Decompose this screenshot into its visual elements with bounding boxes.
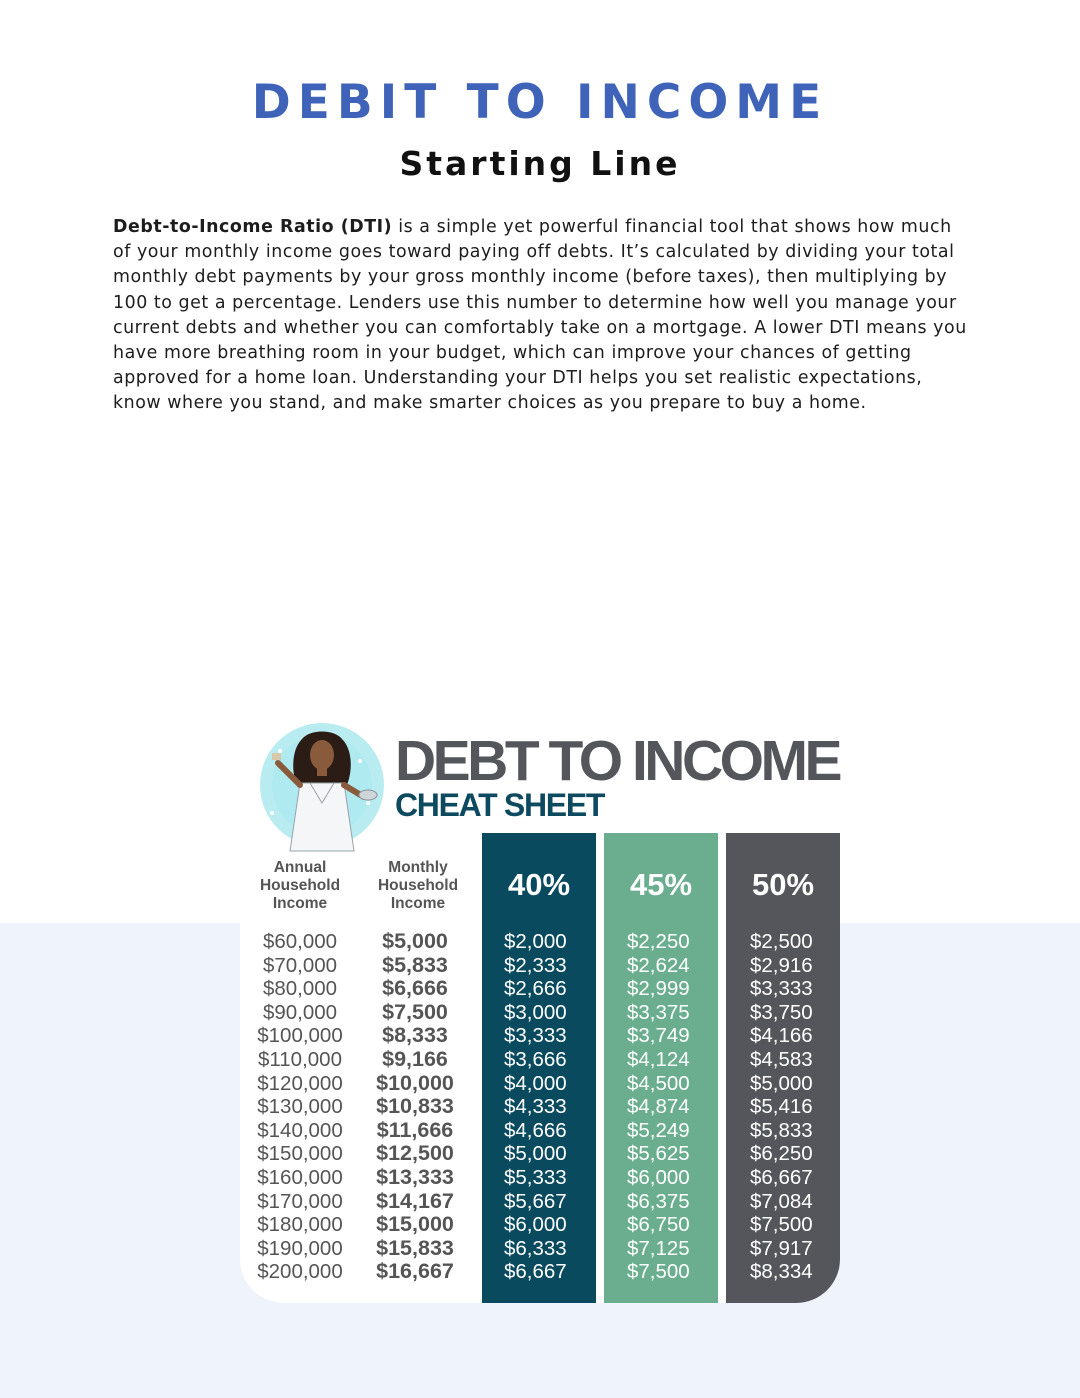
annual-income-cell: $150,000 [257,1142,343,1166]
dti-45-cell: $2,999 [627,977,690,1001]
dti-50-cell: $5,416 [750,1095,813,1119]
table-row [240,1237,840,1261]
monthly-income-cell: $11,666 [376,1117,454,1142]
dti-45-cell: $4,124 [627,1047,690,1071]
header-monthly-income: Monthly Household Income [377,859,459,912]
annual-income-cell: $80,000 [262,977,338,1001]
intro-lead: Debt-to-Income Ratio (DTI) [113,217,393,237]
monthly-income-cell: $13,333 [376,1164,454,1189]
monthly-income-cell: $14,167 [376,1188,454,1213]
table-row [240,954,840,978]
dti-40-cell: $2,000 [504,930,567,953]
table-row [240,1119,840,1143]
monthly-income-cell: $15,000 [376,1212,454,1237]
monthly-income-cell: $12,500 [376,1141,454,1166]
dti-45-cell: $2,624 [627,953,690,977]
dti-50-cell: $8,334 [750,1260,813,1284]
table-row [240,1001,840,1025]
dti-40-cell: $4,666 [504,1118,567,1142]
dti-40-cell: $5,000 [504,1142,567,1166]
cheat-sheet-subtitle: CHEAT SHEET [395,787,605,823]
table-row [240,1190,840,1214]
dti-45-cell: $6,000 [627,1165,690,1189]
page-title: DEBIT TO INCOME [251,75,829,130]
table-row [240,1048,840,1072]
dti-45-cell: $6,375 [627,1189,690,1213]
dti-50-cell: $6,250 [750,1142,813,1166]
dti-45-cell: $2,250 [627,930,690,953]
dti-40-cell: $3,000 [504,1000,567,1024]
dti-40-cell: $6,000 [504,1213,567,1237]
monthly-income-cell: $6,666 [382,976,448,1001]
dti-40-cell: $2,333 [504,953,567,977]
monthly-income-cell: $10,000 [376,1070,454,1095]
dti-50-cell: $2,916 [750,953,813,977]
header-45-percent: 45% [629,867,693,902]
monthly-income-cell: $5,833 [382,952,448,977]
table-row [240,1166,840,1190]
annual-income-cell: $200,000 [257,1260,343,1284]
monthly-income-cell: $16,667 [376,1259,454,1284]
page-subtitle: Starting Line [399,144,681,183]
dti-50-cell: $3,333 [750,977,813,1001]
annual-income-cell: $60,000 [262,930,338,953]
dti-40-cell: $5,333 [504,1165,567,1189]
dti-45-cell: $4,874 [627,1095,690,1119]
annual-income-cell: $180,000 [257,1213,343,1237]
annual-income-cell: $100,000 [257,1024,343,1048]
avatar-illustration [250,721,384,855]
annual-income-cell: $160,000 [257,1165,343,1189]
table-row [240,1260,840,1284]
dti-50-cell: $5,833 [750,1118,813,1142]
table-row [240,1095,840,1119]
dti-45-cell: $6,750 [627,1213,690,1237]
dti-50-cell: $4,583 [750,1047,813,1071]
monthly-income-cell: $5,000 [382,929,448,953]
monthly-income-cell: $15,833 [376,1235,454,1260]
dti-45-cell: $7,125 [627,1236,690,1260]
annual-income-cell: $90,000 [262,1000,338,1024]
dti-40-cell: $4,000 [504,1071,567,1095]
dti-40-cell: $6,667 [504,1260,567,1284]
dti-45-cell: $7,500 [627,1260,690,1284]
intro-paragraph [113,215,969,417]
dti-45-cell: $3,749 [627,1024,690,1048]
dti-45-cell: $5,625 [627,1142,690,1166]
header-50-percent: 50% [751,867,815,902]
dti-50-cell: $2,500 [750,930,813,953]
annual-income-cell: $110,000 [258,1047,342,1071]
dti-50-cell: $7,084 [750,1189,813,1213]
cheat-sheet-title: DEBT TO INCOME [395,729,839,793]
cheat-sheet-card [240,715,840,1303]
dti-50-cell: $5,000 [750,1071,813,1095]
table-row [240,1142,840,1166]
table-row [240,1072,840,1096]
monthly-income-cell: $10,833 [376,1094,454,1119]
header-annual-income: Annual Household Income [259,859,341,912]
dti-50-cell: $7,500 [750,1213,813,1237]
table-row [240,1024,840,1048]
header-40-percent: 40% [507,867,571,902]
annual-income-cell: $120,000 [257,1071,343,1095]
dti-40-cell: $3,666 [504,1047,567,1071]
annual-income-cell: $140,000 [257,1118,343,1142]
dti-40-cell: $4,333 [504,1095,567,1119]
dti-50-cell: $6,667 [750,1165,813,1189]
table-row [240,1213,840,1237]
dti-50-cell: $7,917 [750,1236,813,1260]
dti-40-cell: $2,666 [504,977,567,1001]
dti-40-cell: $6,333 [504,1236,567,1260]
annual-income-cell: $190,000 [257,1236,343,1260]
table-row [240,930,840,954]
dti-40-cell: $5,667 [504,1189,567,1213]
dti-45-cell: $4,500 [627,1071,690,1095]
table-row [240,977,840,1001]
dti-45-cell: $5,249 [627,1118,690,1142]
monthly-income-cell: $7,500 [382,999,448,1024]
annual-income-cell: $130,000 [257,1095,343,1119]
monthly-income-cell: $8,333 [382,1023,448,1048]
monthly-income-cell: $9,166 [382,1046,448,1071]
annual-income-cell: $70,000 [262,953,338,977]
cheat-sheet-rows [240,930,840,1284]
dti-45-cell: $3,375 [627,1000,690,1024]
annual-income-cell: $170,000 [257,1189,343,1213]
dti-50-cell: $3,750 [750,1000,813,1024]
dti-50-cell: $4,166 [750,1024,813,1048]
intro-body: is a simple yet powerful financial tool that shows how much of your monthly income goes toward paying off debts. It’s calculated by dividing your total monthly debt payments by your gross monthly income (before taxes), then multiplying by 100 to get a percentage. Lenders use this number to determine how well you manage your current debts and whether you can comfortably take on a mortgage. A lower DTI means you have more breathing room in your budget, which can improve your chances of getting approved for a home loan. Understanding your DTI helps you set realistic expectations, know where you stand, and make smarter choices as you prepare to buy a home. [113,217,967,414]
dti-40-cell: $3,333 [504,1024,567,1048]
